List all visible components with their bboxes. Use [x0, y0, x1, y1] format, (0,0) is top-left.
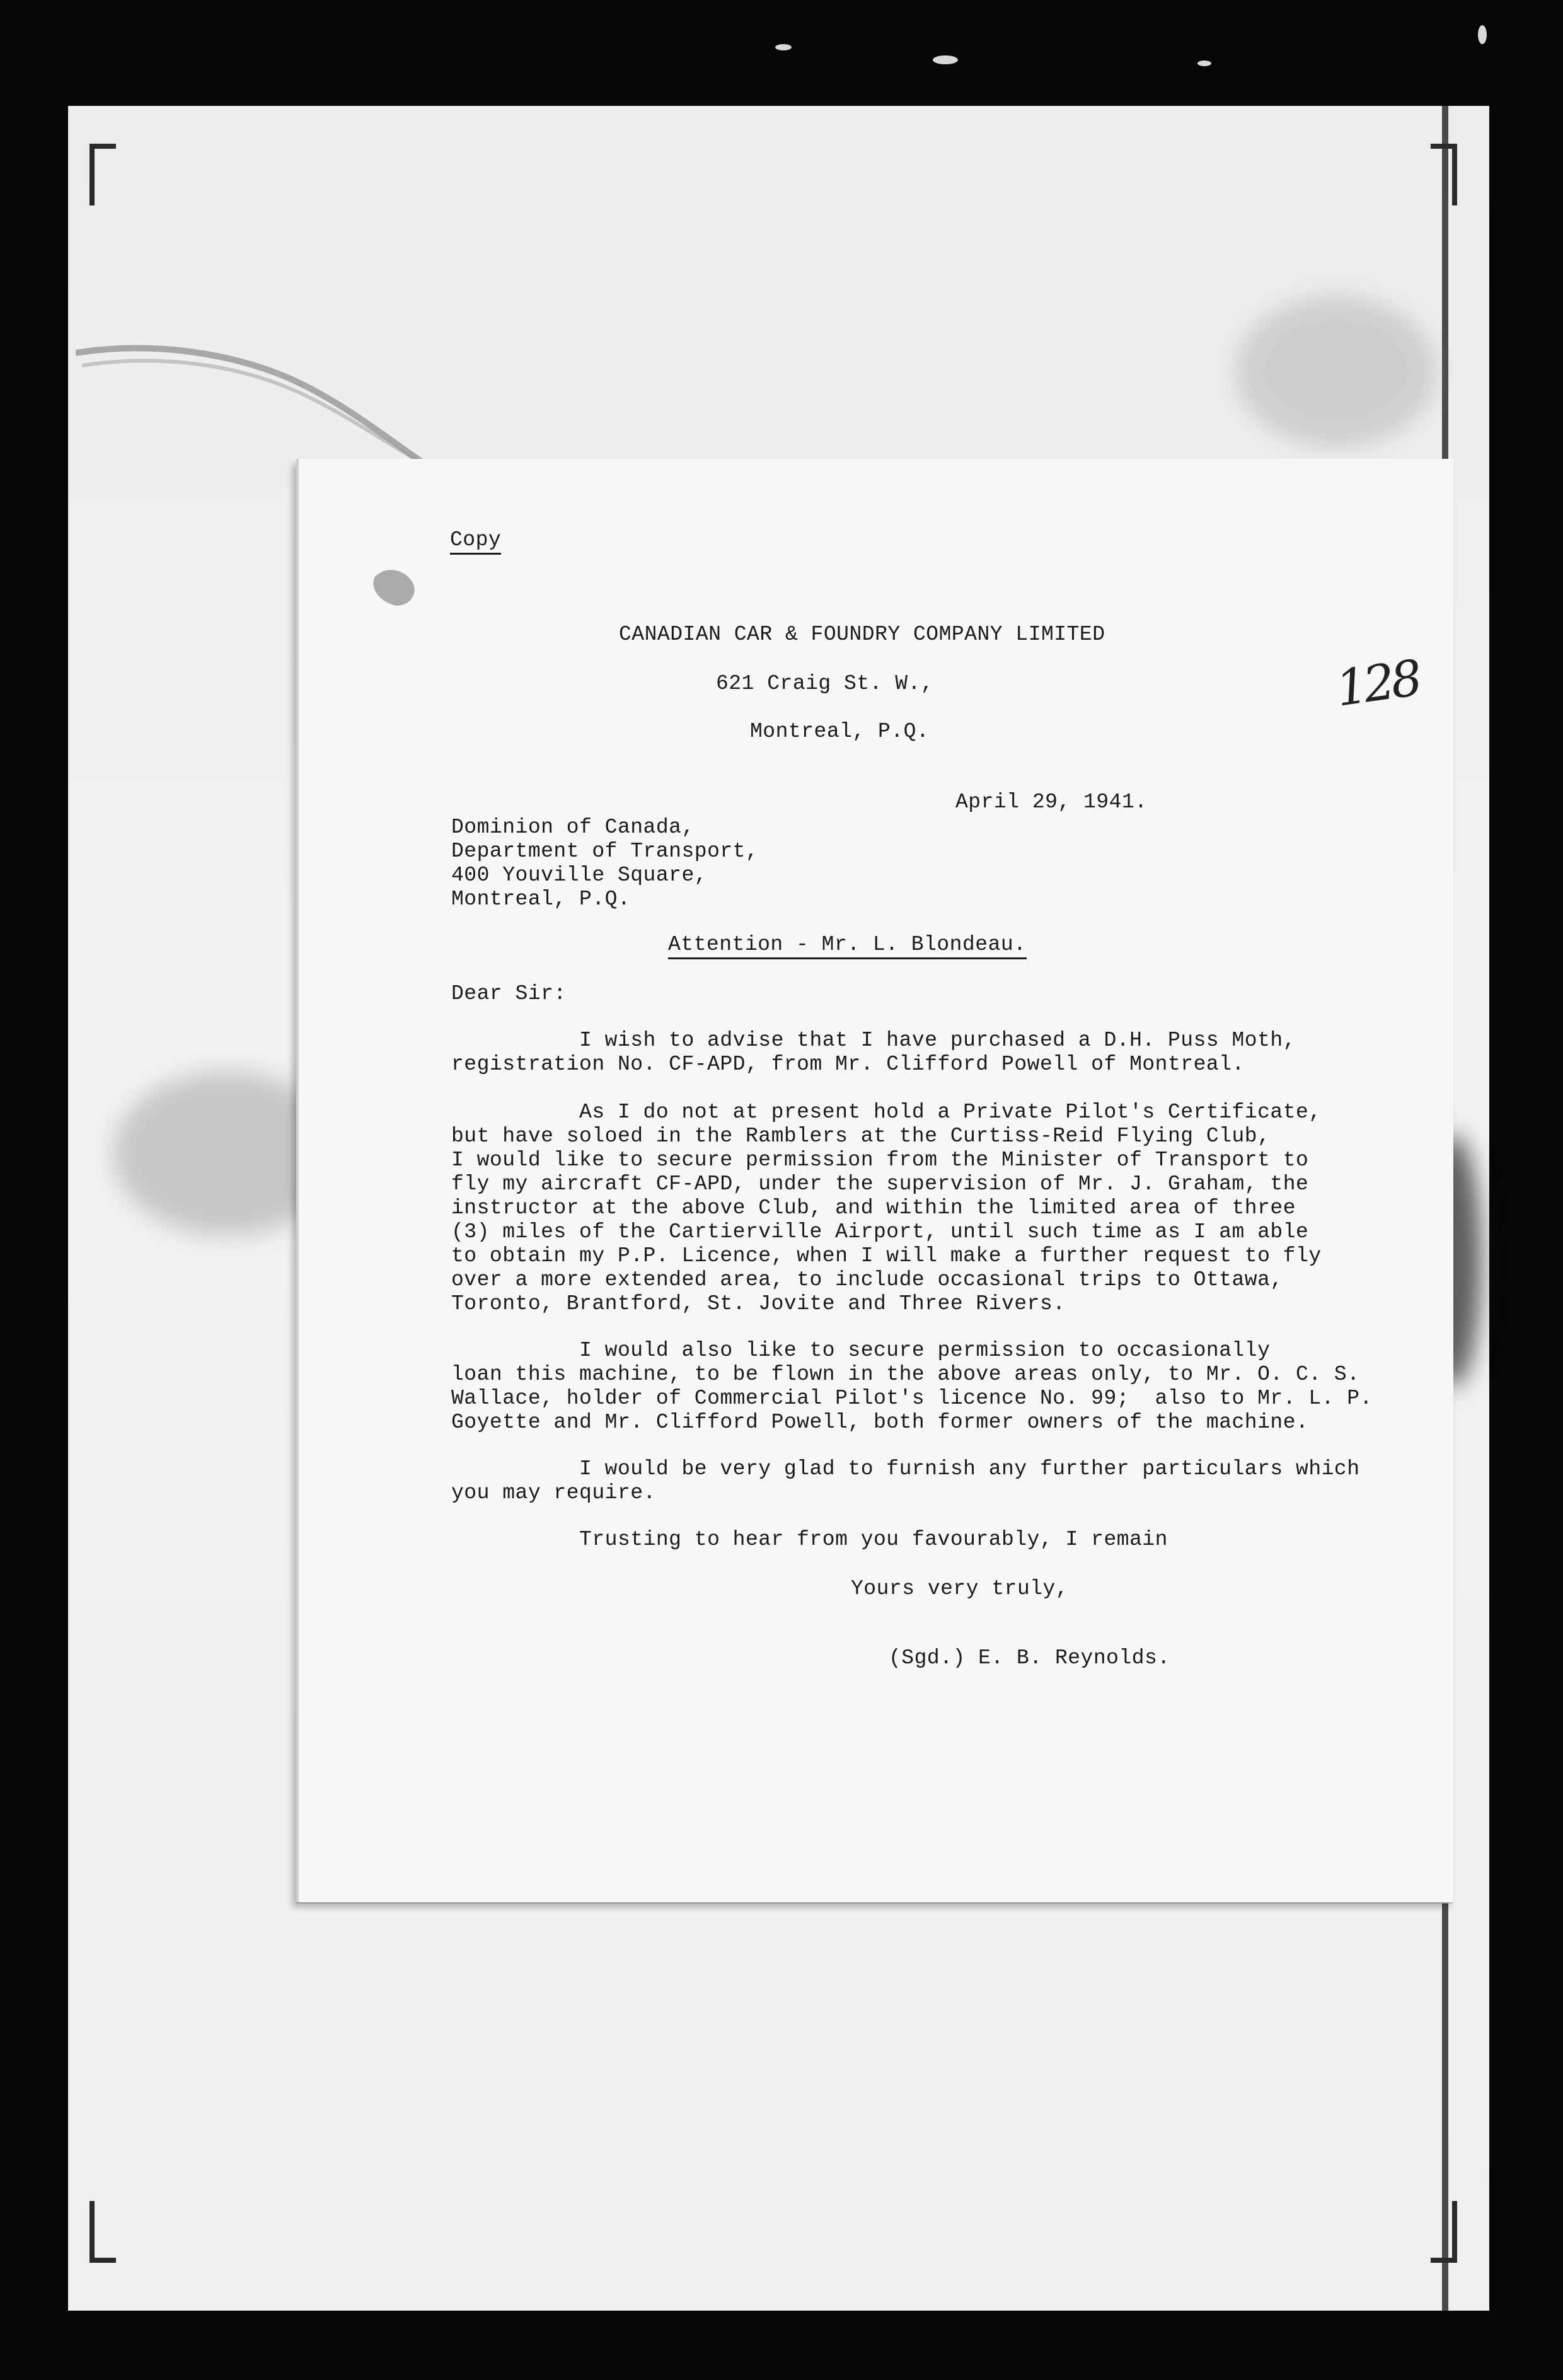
company-city: Montreal, P.Q.	[750, 720, 930, 743]
body-line: registration No. CF-APD, from Mr. Clifford Powell of Montreal.	[451, 1053, 1245, 1076]
recipient-line: Dominion of Canada,	[451, 816, 695, 839]
body-line: to obtain my P.P. Licence, when I will make a further request to fly	[451, 1244, 1322, 1268]
body-line: As I do not at present hold a Private Pilot's Certificate,	[451, 1100, 1322, 1124]
recipient-line: Department of Transport,	[451, 840, 759, 863]
body-line: but have soloed in the Ramblers at the Curtiss-Reid Flying Club,	[451, 1124, 1271, 1148]
body-line: (3) miles of the Cartierville Airport, until such time as I am able	[451, 1220, 1309, 1244]
body-line: I would also like to secure permission to occasionally	[451, 1339, 1271, 1362]
body-line: over a more extended area, to include occasional trips to Ottawa,	[451, 1268, 1283, 1291]
registration-mark-bottom-left	[89, 2201, 116, 2263]
letter-date: April 29, 1941.	[955, 790, 1148, 814]
body-line: loan this machine, to be flown in the above areas only, to Mr. O. C. S.	[451, 1363, 1360, 1386]
paper-stain	[369, 558, 438, 615]
body-line: Goyette and Mr. Clifford Powell, both former owners of the machine.	[451, 1411, 1309, 1434]
body-line: instructor at the above Club, and within the limited area of three	[451, 1196, 1296, 1220]
signature: (Sgd.) E. B. Reynolds.	[889, 1646, 1170, 1670]
recipient-line: 400 Youville Square,	[451, 864, 708, 887]
tape-residue	[76, 328, 441, 473]
body-line: I would be very glad to furnish any further particulars which	[451, 1457, 1360, 1481]
registration-mark-top-left	[89, 144, 116, 205]
body-line: I wish to advise that I have purchased a D.H. Puss Moth,	[451, 1029, 1296, 1052]
copy-mark: Copy	[450, 528, 501, 555]
closing: Yours very truly,	[851, 1577, 1069, 1600]
film-speck	[933, 55, 958, 64]
recipient-line: Montreal, P.Q.	[451, 887, 631, 911]
body-line: Toronto, Brantford, St. Jovite and Three Rivers.	[451, 1292, 1066, 1315]
film-speck	[775, 44, 792, 50]
company-street: 621 Craig St. W.,	[716, 672, 934, 695]
folio-number: 128	[1332, 650, 1422, 718]
body-line: I would like to secure permission from the Minister of Transport to	[451, 1148, 1309, 1172]
salutation: Dear Sir:	[451, 982, 567, 1005]
body-line: Trusting to hear from you favourably, I remain	[451, 1528, 1168, 1551]
body-line: you may require.	[451, 1481, 656, 1505]
body-line: fly my aircraft CF-APD, under the supervision of Mr. J. Graham, the	[451, 1172, 1309, 1196]
film-speck	[1478, 25, 1487, 44]
registration-mark-bottom-right	[1431, 2201, 1457, 2263]
body-line: Wallace, holder of Commercial Pilot's licence No. 99; also to Mr. L. P.	[451, 1387, 1373, 1410]
registration-mark-top-right	[1431, 144, 1457, 205]
attention-line: Attention - Mr. L. Blondeau.	[668, 933, 1027, 959]
film-speck	[1197, 61, 1211, 66]
mount-stain	[1235, 296, 1437, 448]
company-name: CANADIAN CAR & FOUNDRY COMPANY LIMITED	[619, 623, 1105, 646]
